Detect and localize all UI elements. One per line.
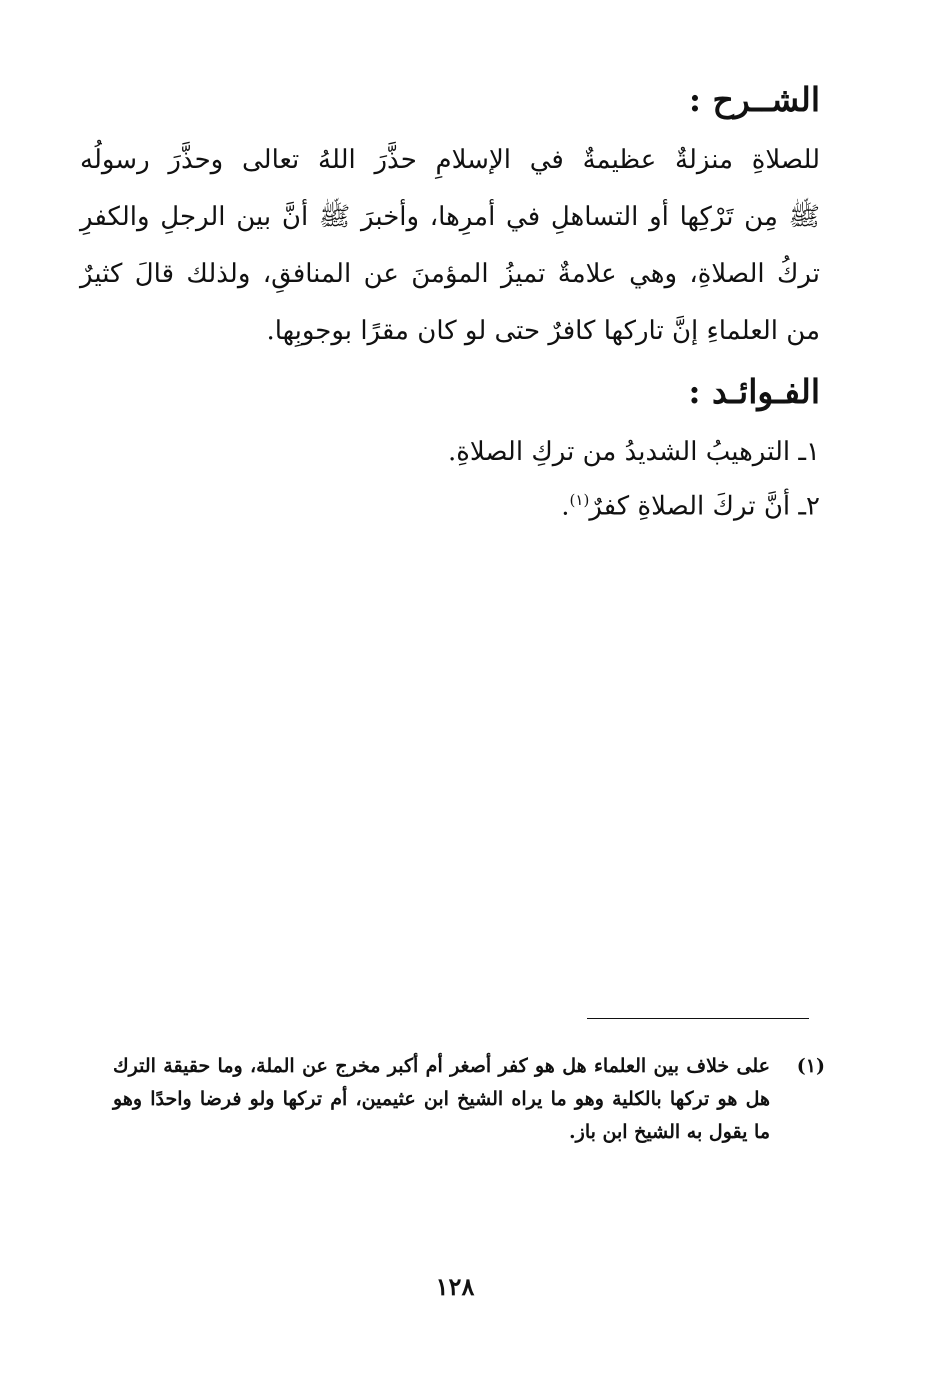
footnote-separator	[587, 1018, 809, 1019]
benefit-text: ٢ـ أنَّ تركَ الصلاةِ كفرٌ	[589, 491, 820, 522]
explanation-paragraph	[80, 132, 820, 360]
benefit-end-punctuation: .	[561, 491, 570, 522]
section-heading-explanation: الشــرح :	[688, 80, 820, 119]
footnote-line: على خلاف بين العلماء هل هو كفر أصغر أم أكبر مخرج عن الملة، وما حقيقة الترك	[113, 1055, 770, 1077]
benefit-text: ١ـ الترهيبُ الشديدُ من تركِ الصلاةِ.	[447, 437, 820, 467]
benefits-list	[448, 428, 820, 531]
benefit-item	[448, 476, 820, 531]
footnote-line: ما يقول به الشيخ ابن باز.	[569, 1121, 770, 1143]
page-number: ١٢٨	[435, 1272, 475, 1301]
paragraph-line: ﷺ مِن تَرْكِها أو التساهلِ في أمرِها، وأخبرَ ﷺ أنَّ بين الرجلِ والكفرِ	[80, 202, 820, 232]
footnote-body	[113, 1050, 770, 1149]
footnote-line: هل هو تركها بالكلية وهو ما يراه الشيخ ابن عثيمين، أم تركها ولو فرضا واحدًا وهو	[113, 1088, 770, 1110]
footnote-reference[interactable]: (١)	[569, 491, 590, 509]
benefit-item	[448, 428, 820, 476]
section-heading-benefits: الفـوائـد :	[688, 372, 820, 411]
footnote	[113, 1050, 825, 1149]
paragraph-line: من العلماءِ إنَّ تاركها كافرٌ حتى لو كان مقرًا بوجوبِها.	[266, 316, 820, 346]
paragraph-line: للصلاةِ منزلةٌ عظيمةٌ في الإسلامِ حذَّرَ اللهُ تعالى وحذَّرَ رسولُه	[80, 145, 820, 175]
paragraph-line: تركُ الصلاةِ، وهي علامةٌ تميزُ المؤمنَ عن المنافقِ، ولذلك قالَ كثيرٌ	[80, 259, 820, 289]
footnote-marker: (١)	[796, 1055, 825, 1077]
